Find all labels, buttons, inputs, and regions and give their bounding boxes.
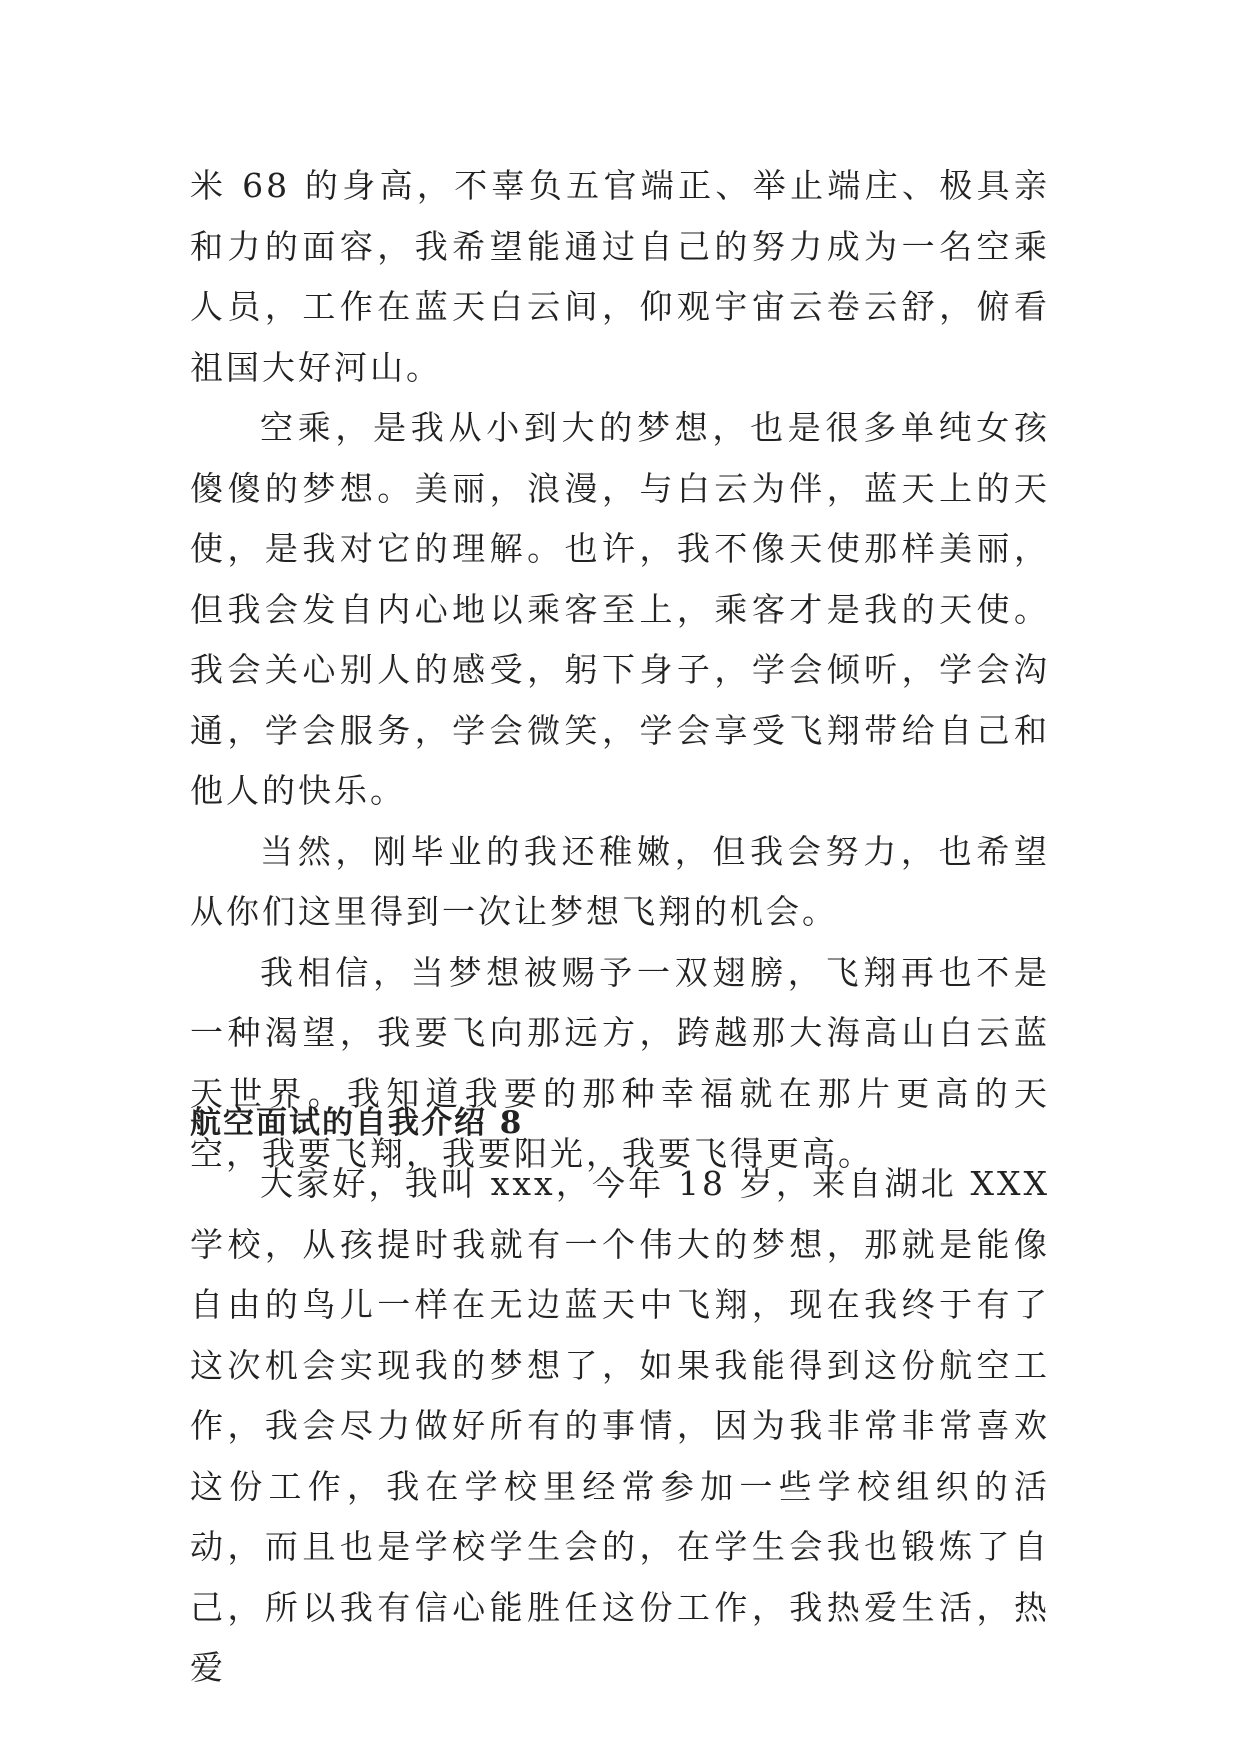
section-heading: 航空面试的自我介绍 8: [190, 1105, 524, 1141]
body-text-section-2: [190, 1154, 1050, 1699]
paragraph-dream-flight-attendant: 空乘，是我从小到大的梦想，也是很多单纯女孩傻傻的梦想。美丽，浪漫，与白云为伴，蓝天上的天使，是我对它的理解。也许，我不像天使那样美丽，但我会发自内心地以乘客至上，乘客才是我的天使。我会关心别人的感受，躬下身子，学会倾听，学会沟通，学会服务，学会微笑，学会享受飞翔带给自己和他人的快乐。: [190, 408, 1050, 810]
paragraph-continued: 米 68 的身高，不辜负五官端正、举止端庄、极具亲和力的面容，我希望能通过自己的努力成为一名空乘人员，工作在蓝天白云间，仰观宇宙云卷云舒，俯看祖国大好河山。: [190, 166, 1050, 387]
paragraph-graduate: 当然，刚毕业的我还稚嫩，但我会努力，也希望从你们这里得到一次让梦想飞翔的机会。: [190, 831, 1050, 931]
body-text-section-1: [190, 156, 1050, 1185]
paragraph-self-introduction: 大家好，我叫 xxx，今年 18 岁，来自湖北 XXX 学校，从孩提时我就有一个伟大的梦想，那就是能像自由的鸟儿一样在无边蓝天中飞翔，现在我终于有了这次机会实现我的梦想了，如果我能得到这份航空工作，我会尽力做好所有的事情，因为我非常非常喜欢这份工作，我在学校里经常参加一些学校组织的活动，而且也是学校学生会的，在学生会我也锻炼了自己，所以我有信心能胜任这份工作，我热爱生活，热爱: [190, 1164, 1050, 1687]
paragraph-wings: 我相信，当梦想被赐予一双翅膀，飞翔再也不是一种渴望，我要飞向那远方，跨越那大海高山白云蓝天世界。我知道我要的那种幸福就在那片更高的天空，我要飞翔，我要阳光，我要飞得更高。: [190, 952, 1050, 1173]
